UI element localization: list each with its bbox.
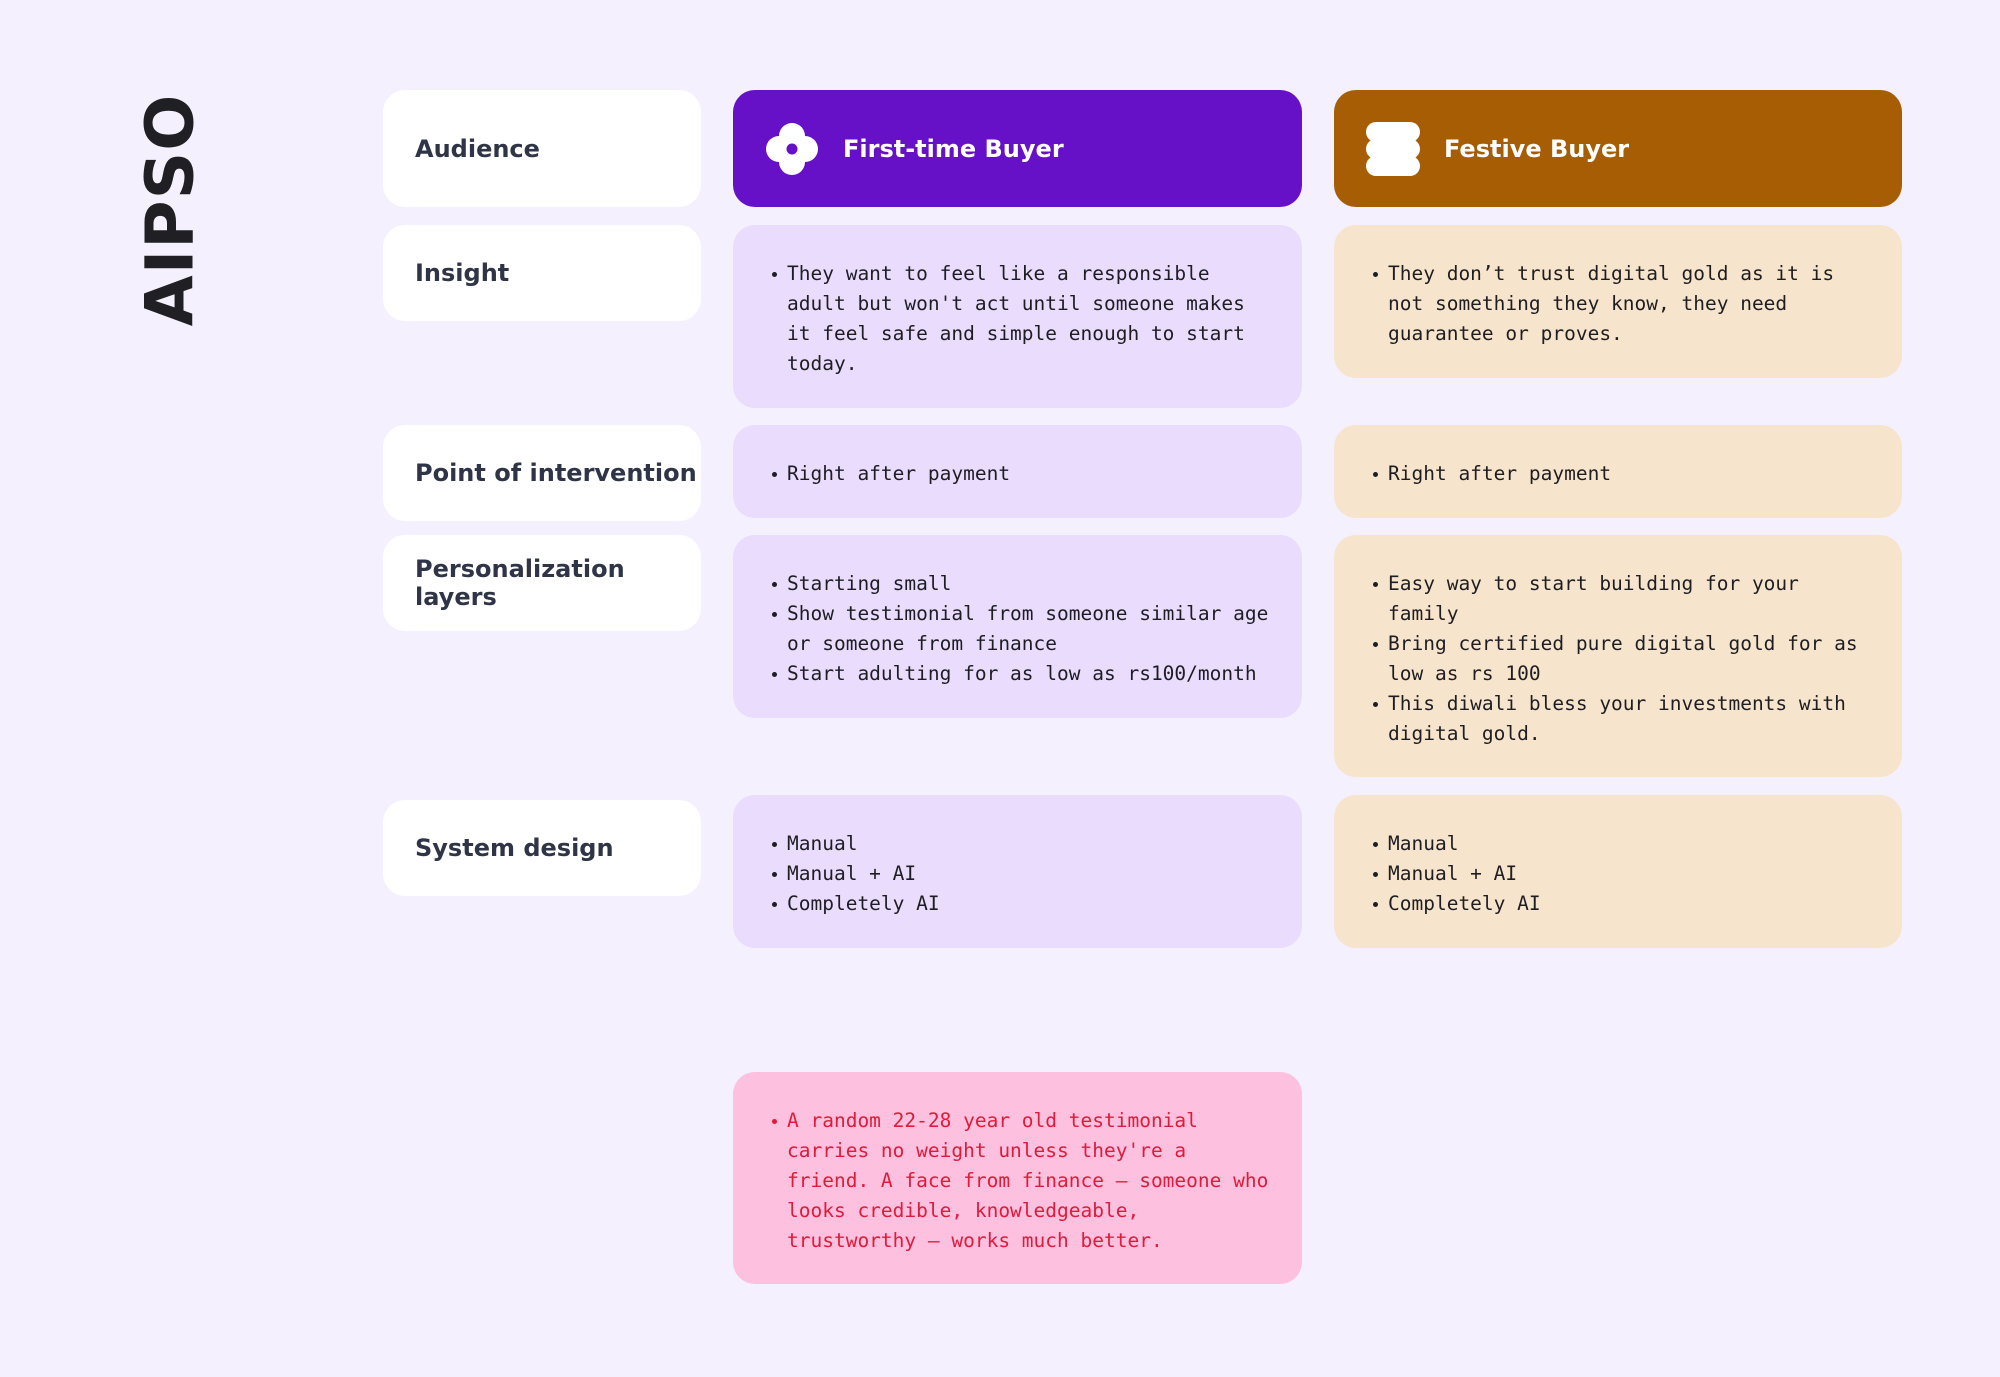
cell-first-time-point-of-intervention (733, 425, 1302, 518)
row-label-audience: Audience (383, 90, 701, 207)
cell-festive-point-of-intervention (1334, 425, 1902, 518)
row-label-personalization-layers: Personalization layers (383, 535, 701, 631)
bullet-item: Manual + AI (1370, 859, 1872, 889)
bullet-item: Easy way to start building for your family (1370, 569, 1872, 629)
row-label-insight: Insight (383, 225, 701, 321)
bullet-item: Bring certified pure digital gold for as low as rs 100 (1370, 629, 1872, 689)
note-item: A random 22-28 year old testimonial carries no weight unless they're a friend. A face from finance — someone who looks credible, knowledgeable, trustworthy — works much better. (769, 1106, 1272, 1256)
flower-icon (765, 122, 819, 176)
column-header-first-time-buyer (733, 90, 1302, 207)
row-label-system-design: System design (383, 800, 701, 896)
cell-first-time-insight (733, 225, 1302, 408)
bullet-item: Completely AI (769, 889, 1272, 919)
bullet-item: Manual (1370, 829, 1872, 859)
cell-festive-insight (1334, 225, 1902, 378)
bullet-item: Completely AI (1370, 889, 1872, 919)
cell-festive-system-design (1334, 795, 1902, 948)
column-header-festive-buyer (1334, 90, 1902, 207)
cell-first-time-system-design (733, 795, 1302, 948)
bullet-item: Manual (769, 829, 1272, 859)
stacked-bars-icon (1366, 122, 1420, 176)
row-label-point-of-intervention: Point of intervention (383, 425, 701, 521)
bullet-item: Manual + AI (769, 859, 1272, 889)
bullet-item: Right after payment (769, 459, 1272, 489)
bullet-item: Start adulting for as low as rs100/month (769, 659, 1272, 689)
bullet-item: They want to feel like a responsible adult but won't act until someone makes it feel safe and simple enough to start today. (769, 259, 1272, 379)
bullet-item: Right after payment (1370, 459, 1872, 489)
bullet-item: They don’t trust digital gold as it is not something they know, they need guarantee or proves. (1370, 259, 1872, 349)
column-title: First-time Buyer (843, 134, 1064, 163)
brand-title: AIPSO (131, 93, 209, 327)
bullet-item: Starting small (769, 569, 1272, 599)
bullet-item: Show testimonial from someone similar age or someone from finance (769, 599, 1272, 659)
brand-title-wrapper (131, 93, 209, 327)
cell-first-time-note (733, 1072, 1302, 1284)
cell-festive-personalization (1334, 535, 1902, 777)
cell-first-time-personalization (733, 535, 1302, 718)
bullet-item: This diwali bless your investments with digital gold. (1370, 689, 1872, 749)
column-title: Festive Buyer (1444, 134, 1630, 163)
